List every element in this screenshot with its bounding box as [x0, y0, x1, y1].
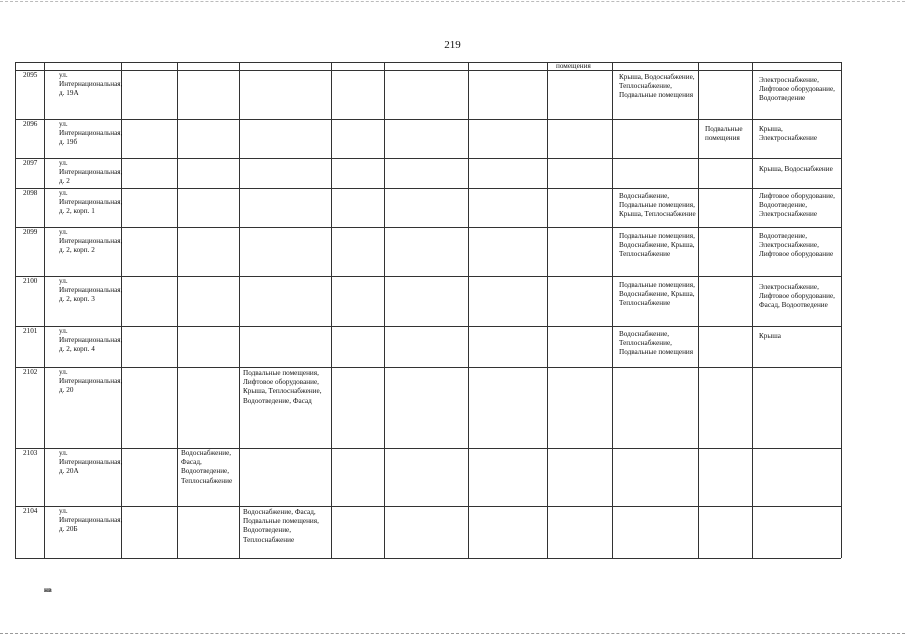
col-border [612, 62, 613, 558]
row-border [15, 119, 841, 120]
work-cell: Электроснабжение, Лифтовое оборудование, Фасад, Водоотведение [759, 283, 835, 310]
row-border [15, 158, 841, 159]
col-border [698, 62, 699, 558]
row-border [15, 367, 841, 368]
work-cell: Подвальные помещения, Водоснабжение, Крыша, Теплоснабжение [619, 232, 695, 259]
work-cell: Крыша, Водоснабжение [759, 165, 833, 173]
row-border [15, 70, 841, 71]
work-cell: Водоснабжение, Фасад, Подвальные помещения, Водоотведение, Теплоснабжение [243, 508, 319, 544]
address-cell: ул. Интернациональная, д. 20Б [59, 507, 123, 534]
col-border [547, 62, 548, 558]
row-number: 2095 [23, 71, 38, 79]
row-border [15, 558, 841, 559]
row-number: 2099 [23, 228, 38, 236]
scan-edge-bottom [0, 633, 905, 634]
work-cell: Электроснабжение, Лифтовое оборудование, Водоотведение [759, 76, 835, 103]
work-cell: Подвальные помещения, Водоснабжение, Крыша, Теплоснабжение [619, 281, 695, 308]
repair-schedule-table [15, 62, 841, 558]
row-number: 2103 [23, 449, 38, 457]
work-cell: Крыша, Водоснабжение, Теплоснабжение, Подвальные помещения [619, 73, 695, 100]
address-cell: ул. Интернациональная, д. 2, корп. 4 [59, 327, 123, 354]
col-border [384, 62, 385, 558]
work-cell: Крыша, Электроснабжение [759, 125, 818, 143]
row-number: 2100 [23, 277, 38, 285]
address-cell: ул. Интернациональная, д. 19б [59, 120, 123, 147]
row-border [15, 188, 841, 189]
col-border [752, 62, 753, 558]
work-cell: Водоотведение, Электроснабжение, Лифтовое оборудование [759, 232, 834, 259]
page-number: 219 [444, 39, 461, 51]
address-cell: ул. Интернациональная, д. 2 [59, 159, 123, 186]
work-cell: Подвальные помещения [705, 125, 743, 143]
col-border [331, 62, 332, 558]
scan-edge-top [0, 1, 905, 2]
address-cell: ул. Интернациональная, д. 2, корп. 1 [59, 189, 123, 216]
row-border [15, 276, 841, 277]
work-cell: Водоснабжение, Подвальные помещения, Крыша, Теплоснабжение [619, 192, 696, 219]
work-cell: Водоснабжение, Теплоснабжение, Подвальные помещения [619, 330, 694, 357]
row-number: 2101 [23, 327, 38, 335]
col-border [177, 62, 178, 558]
row-number: 2102 [23, 368, 38, 376]
col-border [15, 62, 16, 558]
row-border [15, 326, 841, 327]
row-number: 2104 [23, 507, 38, 515]
row-border [15, 227, 841, 228]
address-cell: ул. Интернациональная, д. 2, корп. 3 [59, 277, 123, 304]
work-cell: Лифтовое оборудование, Водоотведение, Электроснабжение [759, 192, 835, 219]
col-border [468, 62, 469, 558]
footer-mark: нв [44, 586, 52, 594]
row-border [15, 62, 841, 63]
row-number: 2097 [23, 159, 38, 167]
address-cell: ул. Интернациональная, д. 20А [59, 449, 123, 476]
row-border [15, 506, 841, 507]
row-number: 2096 [23, 120, 38, 128]
col-border [841, 62, 842, 558]
address-cell: ул. Интернациональная, д. 19А [59, 71, 123, 98]
row-number: 2098 [23, 189, 38, 197]
work-cell: Крыша [759, 332, 781, 340]
work-cell: Водоснабжение, Фасад, Водоотведение, Теплоснабжение [181, 449, 233, 485]
col-border [44, 62, 45, 558]
address-cell: ул. Интернациональная, д. 20 [59, 368, 123, 395]
header-cell: помещения [556, 62, 591, 70]
address-cell: ул. Интернациональная, д. 2, корп. 2 [59, 228, 123, 255]
col-border [239, 62, 240, 558]
row-border [15, 448, 841, 449]
work-cell: Подвальные помещения, Лифтовое оборудование, Крыша, Теплоснабжение, Водоотведение, Фасад [243, 369, 322, 405]
